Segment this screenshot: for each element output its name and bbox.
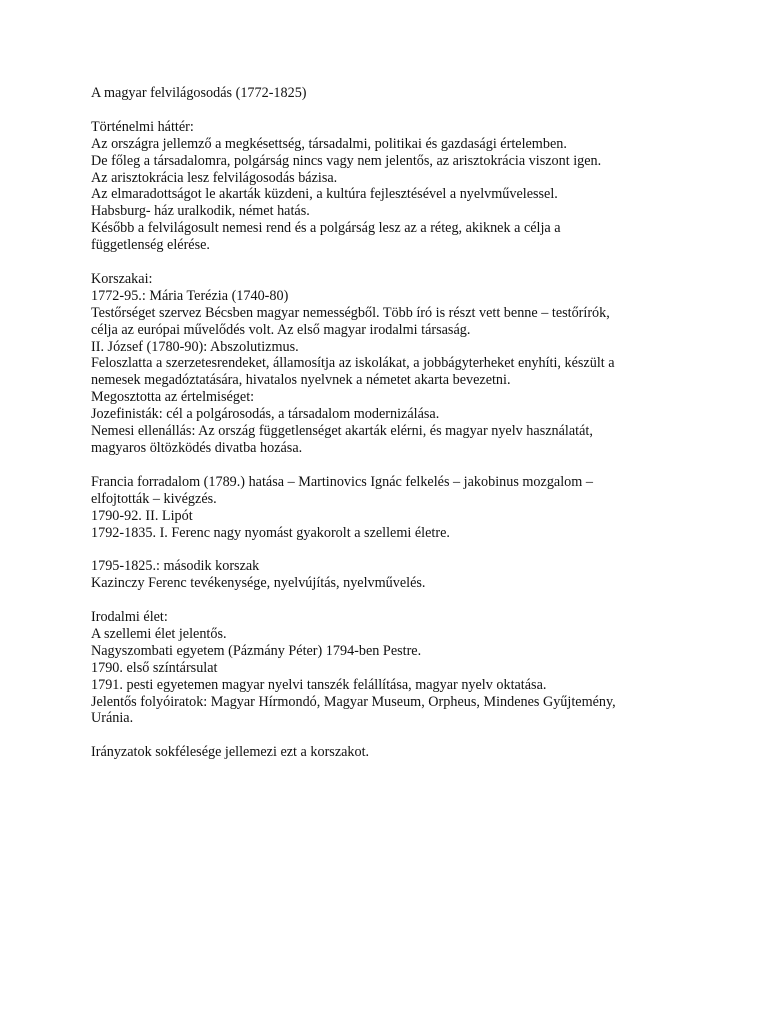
- text-line: Később a felvilágosult nemesi rend és a polgárság lesz az a réteg, akiknek a célja a: [91, 220, 561, 237]
- text-line: Irányzatok sokfélesége jellemezi ezt a korszakot.: [91, 744, 370, 761]
- section-heading: Korszakai:: [91, 270, 153, 287]
- section-closing: [91, 744, 691, 761]
- text-line: 1790. első színtársulat: [91, 659, 218, 676]
- text-line: Jelentős folyóiratok: Magyar Hírmondó, Magyar Museum, Orpheus, Mindenes Gyűjtemény,: [91, 693, 616, 710]
- document-title: A magyar felvilágosodás (1772-1825): [91, 85, 307, 101]
- section-francia-forradalom: [91, 474, 691, 542]
- text-line: Az arisztokrácia lesz felvilágosodás bázisa.: [91, 169, 338, 186]
- text-line: Habsburg- ház uralkodik, német hatás.: [91, 203, 310, 220]
- text-line: II. József (1780-90): Abszolutizmus.: [91, 338, 299, 355]
- text-line: 1795-1825.: második korszak: [91, 558, 260, 575]
- paragraph-gap: [91, 541, 691, 558]
- text-line: Testőrséget szervez Bécsben magyar nemességből. Több író is részt vett benne – testőrírók,: [91, 304, 610, 321]
- section-irodalmi-elet: [91, 609, 691, 727]
- paragraph-gap: [91, 727, 691, 744]
- text-line: Az elmaradottságot le akarták küzdeni, a kultúra fejlesztésével a nyelvművelessel.: [91, 186, 558, 203]
- document-page: [91, 85, 691, 761]
- text-line: Nagyszombati egyetem (Pázmány Péter) 1794-ben Pestre.: [91, 642, 422, 659]
- text-line: 1791. pesti egyetemen magyar nyelvi tanszék felállítása, magyar nyelv oktatása.: [91, 676, 547, 693]
- paragraph-gap: [91, 102, 691, 119]
- text-line: 1790-92. II. Lipót: [91, 507, 193, 524]
- text-line: 1772-95.: Mária Terézia (1740-80): [91, 287, 289, 304]
- text-line: Francia forradalom (1789.) hatása – Martinovics Ignác felkelés – jakobinus mozgalom –: [91, 473, 593, 490]
- text-line: Az országra jellemző a megkésettség, társadalmi, politikai és gazdasági értelemben.: [91, 135, 567, 152]
- text-line: nemesek megadóztatására, hivatalos nyelvnek a németet akarta bevezetni.: [91, 372, 511, 389]
- text-line: Kazinczy Ferenc tevékenysége, nyelvújítás, nyelvművelés.: [91, 575, 426, 592]
- text-line: 1792-1835. I. Ferenc nagy nyomást gyakorolt a szellemi életre.: [91, 524, 450, 541]
- section-masodik-korszak: [91, 558, 691, 592]
- text-line: De főleg a társadalomra, polgárság nincs vagy nem jelentős, az arisztokrácia viszont igen.: [91, 152, 602, 169]
- text-line: magyaros öltözködés divatba hozása.: [91, 440, 303, 456]
- text-line: Nemesi ellenállás: Az ország függetlenséget akarták elérni, és magyar nyelv használatát,: [91, 423, 593, 440]
- text-line: A szellemi élet jelentős.: [91, 625, 227, 642]
- text-line: Feloszlatta a szerzetesrendeket, államosítja az iskolákat, a jobbágyterheket enyhíti, készült a: [91, 355, 615, 372]
- paragraph-gap: [91, 457, 691, 474]
- text-line: Megosztotta az értelmiséget:: [91, 389, 255, 406]
- section-korszakai: [91, 271, 691, 457]
- text-line: elfojtották – kivégzés.: [91, 490, 217, 507]
- text-line: célja az európai művelődés volt. Az első magyar irodalmi társaság.: [91, 321, 471, 338]
- text-line: Uránia.: [91, 710, 134, 727]
- paragraph-gap: [91, 254, 691, 271]
- section-tortenelmi-hatter: [91, 119, 691, 254]
- text-line: függetlenség elérése.: [91, 237, 210, 254]
- section-heading: Történelmi háttér:: [91, 118, 194, 135]
- paragraph-gap: [91, 592, 691, 609]
- section-heading: Irodalmi élet:: [91, 609, 168, 626]
- text-line: Jozefinisták: cél a polgárosodás, a társadalom modernizálása.: [91, 406, 440, 423]
